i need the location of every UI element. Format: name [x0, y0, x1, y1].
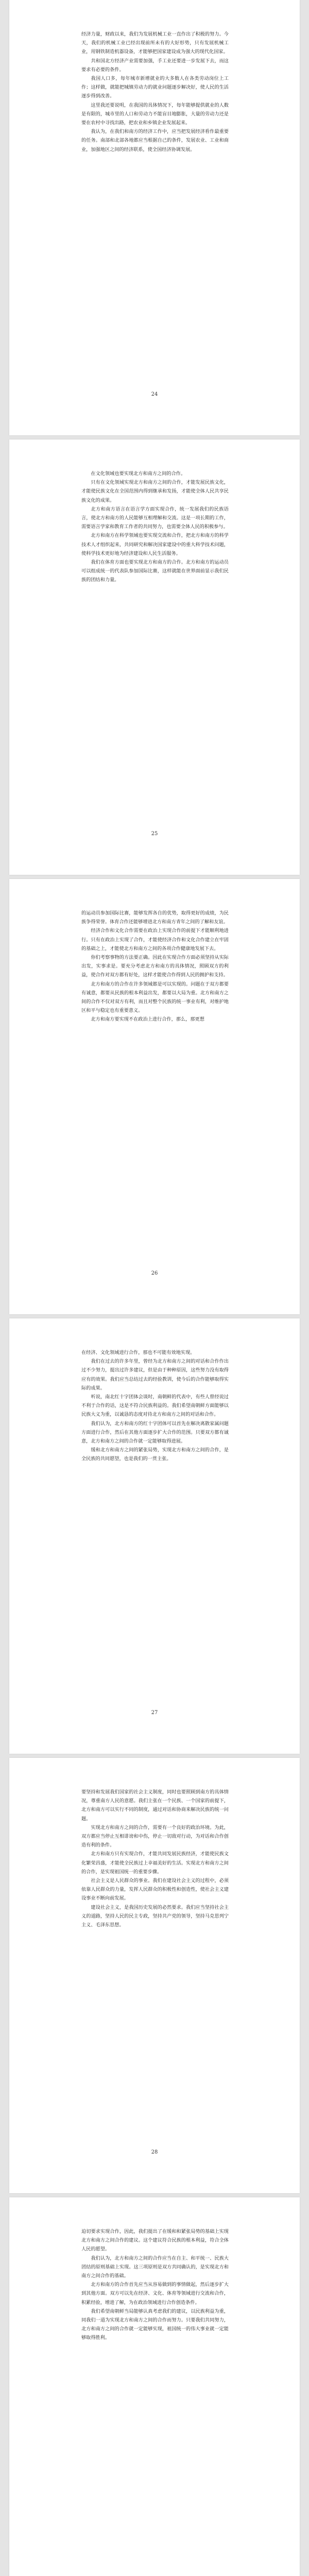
paragraph: 经济合作和文化合作需要在政治上实现合作的前提下才能顺利地进行。只有在政治上实现了合作，才能使经济合作和文化合作建立在牢固的基础之上，才能使北方和南方之间的各项合作健康地发展下去。: [81, 928, 229, 952]
paragraph: 缓和北方和南方之间的紧张局势，实现北方和南方之间的合作，是全民族的共同愿望，也是我们的一贯主张。: [81, 1447, 229, 1462]
paragraph: 共和国北方经济产业需要加强，手工业还要进一步发展下去，而这要求有必要的条件。: [81, 58, 229, 73]
page-number: 24: [151, 392, 158, 397]
document-page: [9, 879, 300, 1314]
paragraph: 这里我还要说明，在我国的具体情况下，每年能够提供就业的人数是有限的，城市里的人口和劳动力不能盲目地膨胀，大量的劳动力还是要在农村中寻找出路，把农业和乡镇企业发展起来。: [81, 102, 229, 126]
paragraph: 在文化领域也要实现北方和南方之间的合作。: [91, 471, 186, 477]
page-text: [81, 1348, 229, 1464]
page-number: 28: [151, 2149, 158, 2155]
paragraph: 听说，南北红十字团体会谈时，南朝鲜的代表中，有些人曾经说过不利于合作的话，这是不符合民族利益的。我们希望南朝鲜方面能够以民族大义为重，以诚恳的态度对待北方和南方之间的对话和合作。: [81, 1394, 229, 1418]
paragraph: 实现北方和南方之间的合作，需要有一个良好的政治环境。为此，双方都应当停止互相诽谤和中伤，停止一切敌对行动，为对话和合作创造有利的条件。: [81, 1824, 229, 1849]
paragraph: 社会主义是人民群众的事业。我们在建设社会主义的过程中，必须依靠人民群众的力量，发挥人民群众的积极性和创造性，使社会主义建设事业不断向前发展。: [81, 1878, 229, 1902]
paragraph: 北方和南方的合作首先应当从容易做到的事情做起，然后逐步扩大到其他方面。双方可以先在经济、文化、体育等领域进行交流和合作，积累经验，增进了解，为在政治领域进行合作创造条件。: [81, 2282, 229, 2306]
page-text: [81, 30, 229, 154]
paragraph: 在经济、文化领域进行合作，那也不可能有效地实现。: [81, 1350, 195, 1355]
paragraph: 我国人口多，每年城市新增就业的大多数人在各类劳动岗位上工作；这样做，就能把城镇劳动力的就业问题逐步解决好，使人民的生活逐步得到改善。: [81, 76, 229, 99]
document-page: [9, 2197, 300, 2576]
page-number: 25: [151, 831, 158, 837]
document-page: [9, 1318, 300, 1754]
paragraph: 只有在文化领域实现北方和南方之间的合作，才能发展民族文化，才能使民族文化在全国范围内得到继承和发扬，才能使全体人民共享民族文化的成果。: [81, 480, 229, 503]
paragraph: 我们认为，北方和南方之间的合作应当在自主、和平统一、民族大团结的原则基础上实现。这三项原则是双方共同确认的，是实现北方和南方之间合作的基础。: [81, 2255, 229, 2279]
document-page: [9, 439, 300, 875]
paragraph: 我们希望南朝鲜当局能够认真考虑我们的建议，以民族利益为重，同我们一道为实现北方和南方之间的合作而努力。只要我们共同努力，北方和南方之间的合作就一定能够实现，祖国统一的伟大事业就一定能够取得胜利。: [81, 2308, 229, 2341]
paragraph: 经济力量，财政以来，我们为发展机械工业一直作出了积极的努力。今天，我们的机械工业已经出现前所未有的大好形势，只有发展机械工业，用钢铁制造机器设备，才能够把国家建设成为强大的现代化国家。: [81, 31, 229, 55]
paragraph: 迫切要求实现合作，因此，我们提出了在缓和和紧张局势的基础上实现北方和南方之间合作的建议。这个建议符合民族的根本利益，符合全体人民的愿望。: [81, 2229, 229, 2252]
paragraph: 北方和南方要实现不在政治上进行合作，那么，那更想: [91, 1016, 204, 1023]
paragraph: 的运动员参加国际比赛，能够发挥各自的优势，取得更好的成绩，为民族争得荣誉。体育合作还能够增进北方和南方青年之间的了解和友谊。: [81, 910, 229, 925]
paragraph: 我们在体育方面也要实现北方和南方的合作。北方和南方的运动员可以组成统一的代表队参加国际比赛，这样就能在世界面前显示我们民族的团结和力量。: [81, 560, 229, 583]
paragraph: 我们在过去的许多年里，曾经为北方和南方之间的对话和合作作出过不少努力，提出过许多建议，但是由于种种原因，这些努力没有取得应有的效果。我们应当总结过去的经验教训，使今后的合作能够取得实际的成果。: [81, 1359, 229, 1391]
paragraph: 建设社会主义，是我国历史发展的必然要求。我们应当坚持社会主义的道路，坚持人民的民主专政，坚持共产党的领导，坚持马克思列宁主义、毛泽东思想。: [81, 1904, 229, 1928]
paragraph: 你们考察事物的方法要正确。因此在实现合作方面必须坚持从实际出发，实事求是。要充分考虑北方和南方的具体情况，照顾双方的利益，使合作对双方都有好处，这样才能使合作得到人民的拥护和支持。: [81, 955, 229, 978]
paragraph: 我们认为，北方和南方的红十字团体可以首先在解决离散家属问题方面进行合作，然后在其他方面逐步扩大合作的范围。只要双方都有诚意，北方和南方之间的合作就一定能够取得进展。: [81, 1420, 229, 1445]
paragraph: 我认为，在我们和南方的经济工作中，应当把发展经济看作最重要的任务。南部和北部各地都应当根据自己的条件，发展农业、工业和商业，加强地区之间的经济联系，使全国经济协调发展。: [81, 129, 229, 152]
page-text: [81, 909, 229, 1024]
page-number: 27: [151, 1710, 158, 1716]
paragraph: 北方和南方只有实现合作，才能共同发展民族经济，才能使民族文化繁荣昌盛，才能使全民族过上幸福美好的生活。实现北方和南方之间的合作，是实现祖国统一的重要步骤。: [81, 1851, 229, 1875]
document-page: [9, 0, 300, 435]
document-page: [9, 1758, 300, 2193]
paragraph: 要坚持和发展我们国家的社会主义制度，同时也要照顾到南方的具体情况，尊重南方人民的意愿。我们主张在一个民族、一个国家的前提下，北方和南方可以实行不同的制度，通过对话和协商来解决民族的统一问题。: [81, 1789, 229, 1822]
page-text: [81, 1788, 229, 1929]
page-text: [81, 469, 229, 585]
page-text: [81, 2227, 229, 2343]
page-number: 26: [151, 1270, 158, 1276]
paragraph: 北方和南方语言在语言学方面实现合作，统一发展我们的民族语言，使北方和南方的人民能够互相理解和交流。这是一项长期的工作，需要语言学家和教育工作者的共同努力，也需要全体人民的积极参与。: [81, 506, 229, 530]
paragraph: 北方和南方的合作在许多领域都是可以实现的。问题在于双方都要有诚意，都要从民族的根本利益出发，都要以大局为重。北方和南方之间的合作不仅对双方有利，而且对整个民族的统一事业有利，对维护地区和平与稳定也有重要意义。: [81, 981, 229, 1014]
paragraph: 北方和南方在科学领域也要实现交流和合作，把北方和南方的科学技术人才组织起来，共同研究和解决国家建设中的重大科学技术问题，使科学技术更好地为经济建设和人民生活服务。: [81, 533, 229, 556]
